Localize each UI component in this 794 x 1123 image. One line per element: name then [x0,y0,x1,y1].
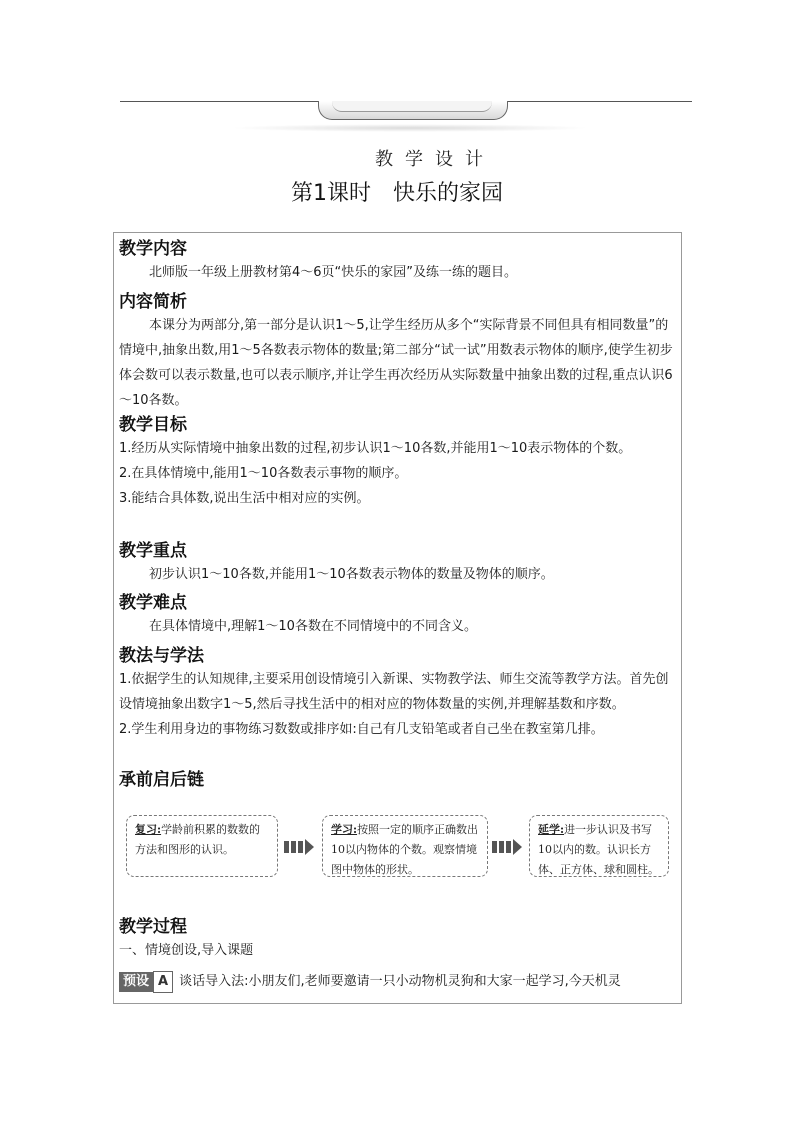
section-text: 初步认识1～10各数,并能用1～10各数表示物体的数量及物体的顺序。 [149,567,554,582]
method-item: 2.学生利用身边的事物练习数数或排序如:自己有几支铅笔或者自己坐在教室第几排。 [119,722,604,737]
flow-arrow-icon [492,840,522,854]
section-link [119,769,679,791]
section-heading: 教学重点 [119,541,187,561]
section-text: 北师版一年级上册教材第4～6页“快乐的家园”及练一练的题目。 [149,265,518,280]
section-key-points [119,540,679,587]
section-heading: 内容简析 [119,292,187,312]
section-heading: 教法与学法 [119,646,204,666]
section-heading: 教学过程 [119,917,187,937]
section-heading: 教学内容 [119,239,187,259]
section-goals [119,414,679,511]
section-analysis [119,291,679,413]
box-text: 学龄前积累的数数的方法和图形的认识。 [135,823,261,856]
goal-item: 1.经历从实际情境中抽象出数的过程,初步认识1～10各数,并能用1～10表示物体的个数。 [119,441,632,456]
box-text: 进一步认识及书写10以内的数。认识长方体、正方体、球和圆柱。 [538,823,659,876]
header-tab-inner [332,101,492,112]
box-tag: 延学: [538,823,565,836]
preset-letter-badge: A [153,971,173,993]
section-methods [119,645,679,742]
lesson-title: 第1课时 快乐的家园 [291,181,503,206]
preset-badge: 预设 [119,972,153,992]
extend-box [529,815,669,877]
header-shadow [230,124,590,132]
section-text: 在具体情境中,理解1～10各数在不同情境中的不同含义。 [149,619,477,634]
section-text: 本课分为两部分,第一部分是认识1～5,让学生经历从多个“实际背景不同但具有相同数量”的情境中,抽象出数,用1～5各数表示物体的数量;第二部分“试一试”用数表示物体的顺序,使学生初步体会数可以表示数量,也可以表示顺序,并让学生再次经历从实际数量中抽象出数的过程,重点认识6～10各数。 [119,318,673,408]
preset-text: 谈话导入法:小朋友们,老师要邀请一只小动物机灵狗和大家一起学习,今天机灵 [179,974,621,989]
review-box [126,815,278,877]
section-content [119,238,679,285]
document-subtitle: 教学设计 [375,149,495,170]
section-heading: 教学目标 [119,415,187,435]
study-box [322,815,488,877]
section-process [119,916,679,963]
section-difficulty [119,592,679,639]
flow-arrow-icon [284,840,314,854]
box-tag: 学习: [331,823,358,836]
method-item: 1.依据学生的认知规律,主要采用创设情境引入新课、实物教学法、师生交流等教学方法。首先创设情境抽象出数字1～5,然后寻找生活中的相对应的物体数量的实例,并理解基数和序数。 [119,672,669,712]
process-step: 一、情境创设,导入课题 [119,943,254,958]
goal-item: 3.能结合具体数,说出生活中相对应的实例。 [119,491,370,506]
section-heading: 承前启后链 [119,770,204,790]
goal-item: 2.在具体情境中,能用1～10各数表示事物的顺序。 [119,466,408,481]
preset-line [119,971,621,993]
box-text: 按照一定的顺序正确数出10以内物体的个数。观察情境图中物体的形状。 [331,823,479,876]
section-heading: 教学难点 [119,593,187,613]
box-tag: 复习: [135,823,162,836]
